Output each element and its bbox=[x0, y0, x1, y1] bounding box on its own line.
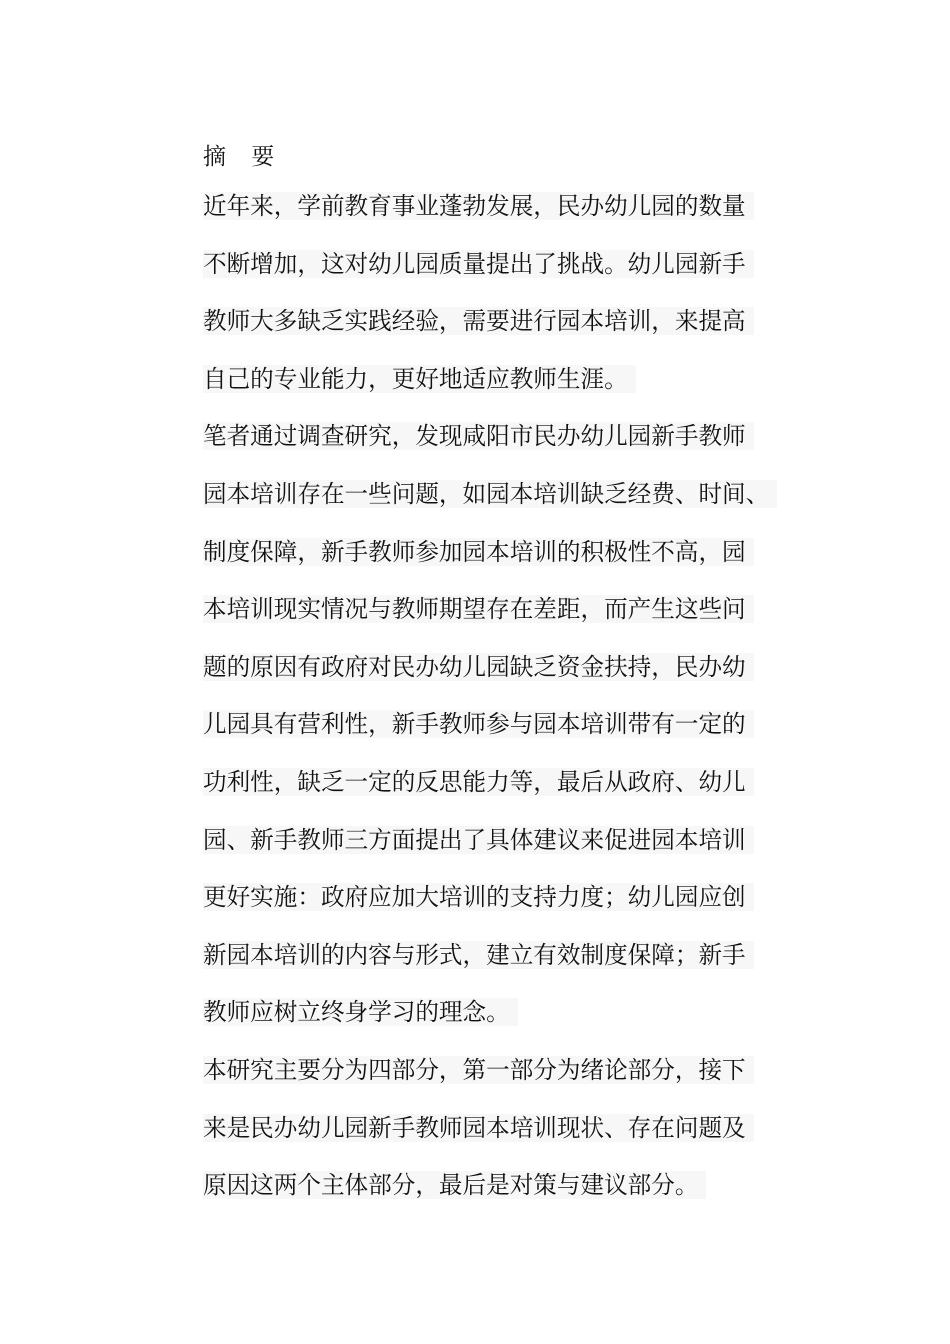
text-line-content: 来是民办幼儿园新手教师园本培训现状、存在问题及 bbox=[203, 1114, 754, 1142]
text-line-content: 原因这两个主体部分，最后是对策与建议部分。 bbox=[203, 1171, 706, 1199]
text-line-content: 本培训现实情况与教师期望存在差距，而产生这些问 bbox=[203, 595, 754, 623]
text-line bbox=[203, 934, 823, 992]
text-line bbox=[203, 531, 823, 589]
text-line-content: 新园本培训的内容与形式，建立有效制度保障；新手 bbox=[203, 941, 754, 969]
text-line-content: 笔者通过调查研究，发现咸阳市民办幼儿园新手教师 bbox=[203, 422, 754, 450]
text-line-content: 教师应树立终身学习的理念。 bbox=[203, 998, 518, 1026]
text-line-content: 园本培训存在一些问题，如园本培训缺乏经费、时间、 bbox=[203, 480, 777, 508]
text-line-content: 功利性，缺乏一定的反思能力等，最后从政府、幼儿 bbox=[203, 768, 754, 796]
text-line bbox=[203, 243, 823, 301]
text-line-content: 题的原因有政府对民办幼儿园缺乏资金扶持，民办幼 bbox=[203, 653, 754, 681]
text-line bbox=[203, 185, 823, 243]
text-line-content: 制度保障，新手教师参加园本培训的积极性不高，园 bbox=[203, 538, 754, 566]
text-line bbox=[203, 991, 823, 1049]
text-line-content: 本研究主要分为四部分，第一部分为绪论部分，接下 bbox=[203, 1056, 754, 1084]
abstract-section bbox=[203, 136, 823, 1222]
text-line bbox=[203, 588, 823, 646]
abstract-title: 摘 要 bbox=[203, 144, 284, 170]
text-line-content: 更好实施：政府应加大培训的支持力度；幼儿园应创 bbox=[203, 883, 754, 911]
text-line-content: 近年来，学前教育事业蓬勃发展，民办幼儿园的数量 bbox=[203, 192, 754, 220]
text-line bbox=[203, 358, 823, 416]
text-line-content: 教师大多缺乏实践经验，需要进行园本培训，来提高 bbox=[203, 307, 754, 335]
text-line bbox=[203, 1049, 823, 1107]
text-line bbox=[203, 761, 823, 819]
text-line bbox=[203, 300, 823, 358]
text-line bbox=[203, 1107, 823, 1165]
text-line bbox=[203, 1164, 823, 1222]
text-line bbox=[203, 876, 823, 934]
text-line-content: 不断增加，这对幼儿园质量提出了挑战。幼儿园新手 bbox=[203, 250, 754, 278]
abstract-paragraph-3 bbox=[203, 1049, 823, 1222]
text-line-content: 儿园具有营利性，新手教师参与园本培训带有一定的 bbox=[203, 710, 754, 738]
abstract-paragraph-1 bbox=[203, 185, 823, 415]
text-line bbox=[203, 473, 823, 531]
text-line bbox=[203, 415, 823, 473]
text-line-content: 园、新手教师三方面提出了具体建议来促进园本培训 bbox=[203, 826, 754, 854]
text-line bbox=[203, 703, 823, 761]
text-line-content: 自己的专业能力，更好地适应教师生涯。 bbox=[203, 365, 636, 393]
text-line bbox=[203, 819, 823, 877]
text-line bbox=[203, 646, 823, 704]
abstract-paragraph-2 bbox=[203, 415, 823, 1049]
